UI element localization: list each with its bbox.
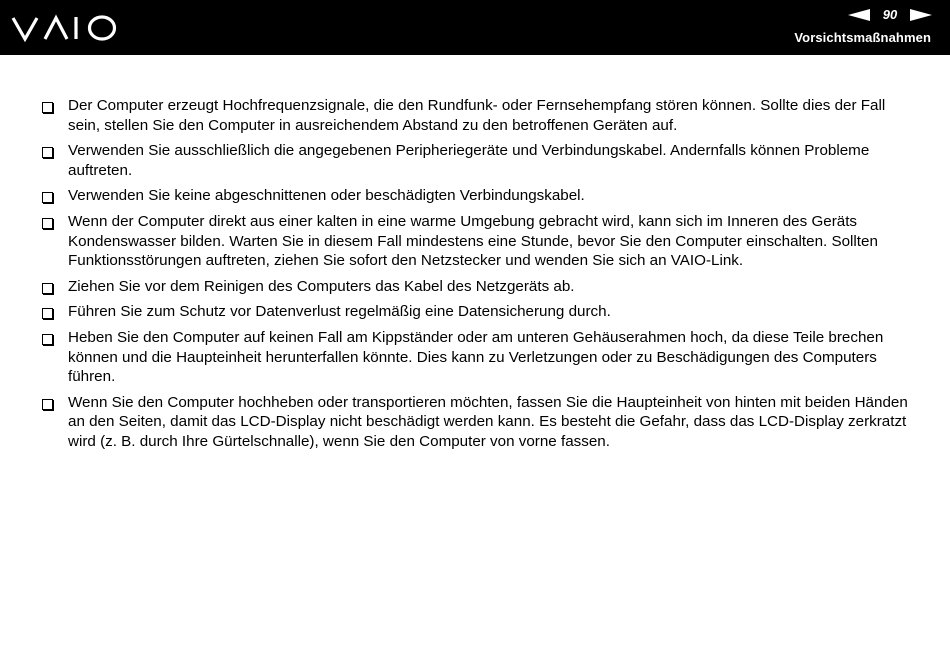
list-item — [40, 277, 910, 297]
list-item-text: Verwenden Sie ausschließlich die angegebenen Peripheriegeräte und Verbindungskabel. Andernfalls können Probleme auftreten. — [68, 142, 870, 179]
checkbox-bullet-icon — [42, 102, 53, 113]
list-item — [40, 212, 910, 271]
checkbox-bullet-icon — [42, 399, 53, 410]
checkbox-bullet-icon — [42, 218, 53, 229]
list-item-text: Wenn der Computer direkt aus einer kalten in eine warme Umgebung gebracht wird, kann sich im Inneren des Geräts Kondenswasser bilden. Warten Sie in diesem Fall mindestens eine Stunde, bevor Sie den Computer einschalten. Sollten Funktionsstörungen auftreten, ziehen Sie sofort den Netzstecker und wenden Sie sich an VAIO-Link. — [68, 212, 878, 270]
right-arrow-icon[interactable] — [910, 9, 932, 21]
list-item — [40, 328, 910, 387]
list-item — [40, 141, 910, 180]
section-title: Vorsichtsmaßnahmen — [794, 30, 931, 45]
vaio-logo — [11, 13, 121, 43]
page-navigation — [848, 7, 932, 22]
list-item — [40, 96, 910, 135]
header-bar — [0, 0, 950, 55]
checkbox-bullet-icon — [42, 334, 53, 345]
checkbox-bullet-icon — [42, 308, 53, 319]
list-item — [40, 393, 910, 452]
list-item-text: Wenn Sie den Computer hochheben oder transportieren möchten, fassen Sie die Haupteinheit von hinten mit beiden Händen an den Seiten, damit das LCD-Display nicht beschädigt werden kann. Es besteht die Gefahr, dass das LCD-Display zerkratzt wird (z. B. durch Ihre Gürtelschnalle), wenn Sie den Computer von vorne fassen. — [68, 393, 908, 450]
precautions-list — [40, 96, 910, 458]
list-item-text: Ziehen Sie vor dem Reinigen des Computers das Kabel des Netzgeräts ab. — [68, 277, 575, 295]
list-item-text: Führen Sie zum Schutz vor Datenverlust regelmäßig eine Datensicherung durch. — [68, 303, 611, 321]
checkbox-bullet-icon — [42, 147, 53, 158]
page-number: 90 — [882, 7, 898, 22]
list-item — [40, 302, 910, 322]
checkbox-bullet-icon — [42, 192, 53, 203]
list-item — [40, 186, 910, 206]
list-item-text: Der Computer erzeugt Hochfrequenzsignale, die den Rundfunk- oder Fernsehempfang stören können. Sollte dies der Fall sein, stellen Sie den Computer in ausreichendem Abstand zu den betroffenen Geräten auf. — [68, 97, 886, 134]
list-item-text: Verwenden Sie keine abgeschnittenen oder beschädigten Verbindungskabel. — [68, 187, 585, 205]
list-item-text: Heben Sie den Computer auf keinen Fall am Kippständer oder am unteren Gehäuserahmen hoch, da diese Teile brechen können und die Haupteinheit herunterfallen könnte. Dies kann zu Verletzungen oder zu Beschädigungen des Computers führen. — [68, 328, 884, 386]
checkbox-bullet-icon — [42, 283, 53, 294]
left-arrow-icon[interactable] — [848, 9, 870, 21]
